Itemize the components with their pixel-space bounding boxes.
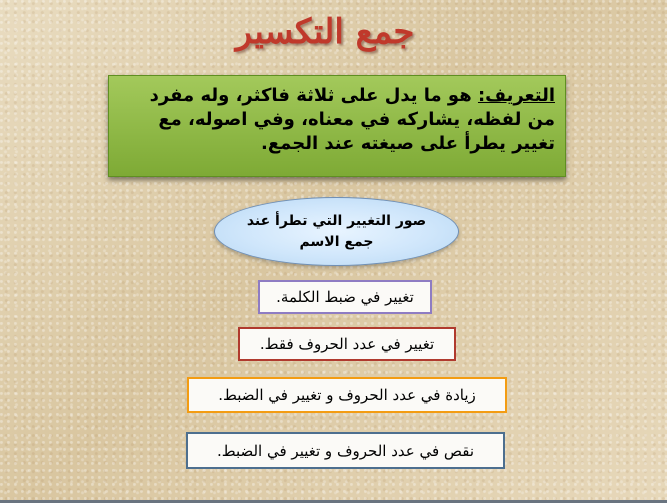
case-item-3: زيادة في عدد الحروف و تغيير في الضبط. [187,377,507,413]
definition-box [108,75,566,177]
case-item-2: تغيير في عدد الحروف فقط. [238,327,456,361]
oval-heading: صور التغيير التي تطرأ عند جمع الاسم [214,197,459,266]
definition-label: التعريف: [477,85,555,106]
case-item-4: نقص في عدد الحروف و تغيير في الضبط. [186,432,505,469]
slide-title: جمع التكسير [235,12,415,52]
case-item-1: تغيير في ضبط الكلمة. [258,280,432,314]
definition-text: هو ما يدل على ثلاثة فاكثر، وله مفرد من لفظه، يشاركه في معناه، وفي اصوله، مع تغيير يطرأ على صيغته عند الجمع. [149,85,555,154]
